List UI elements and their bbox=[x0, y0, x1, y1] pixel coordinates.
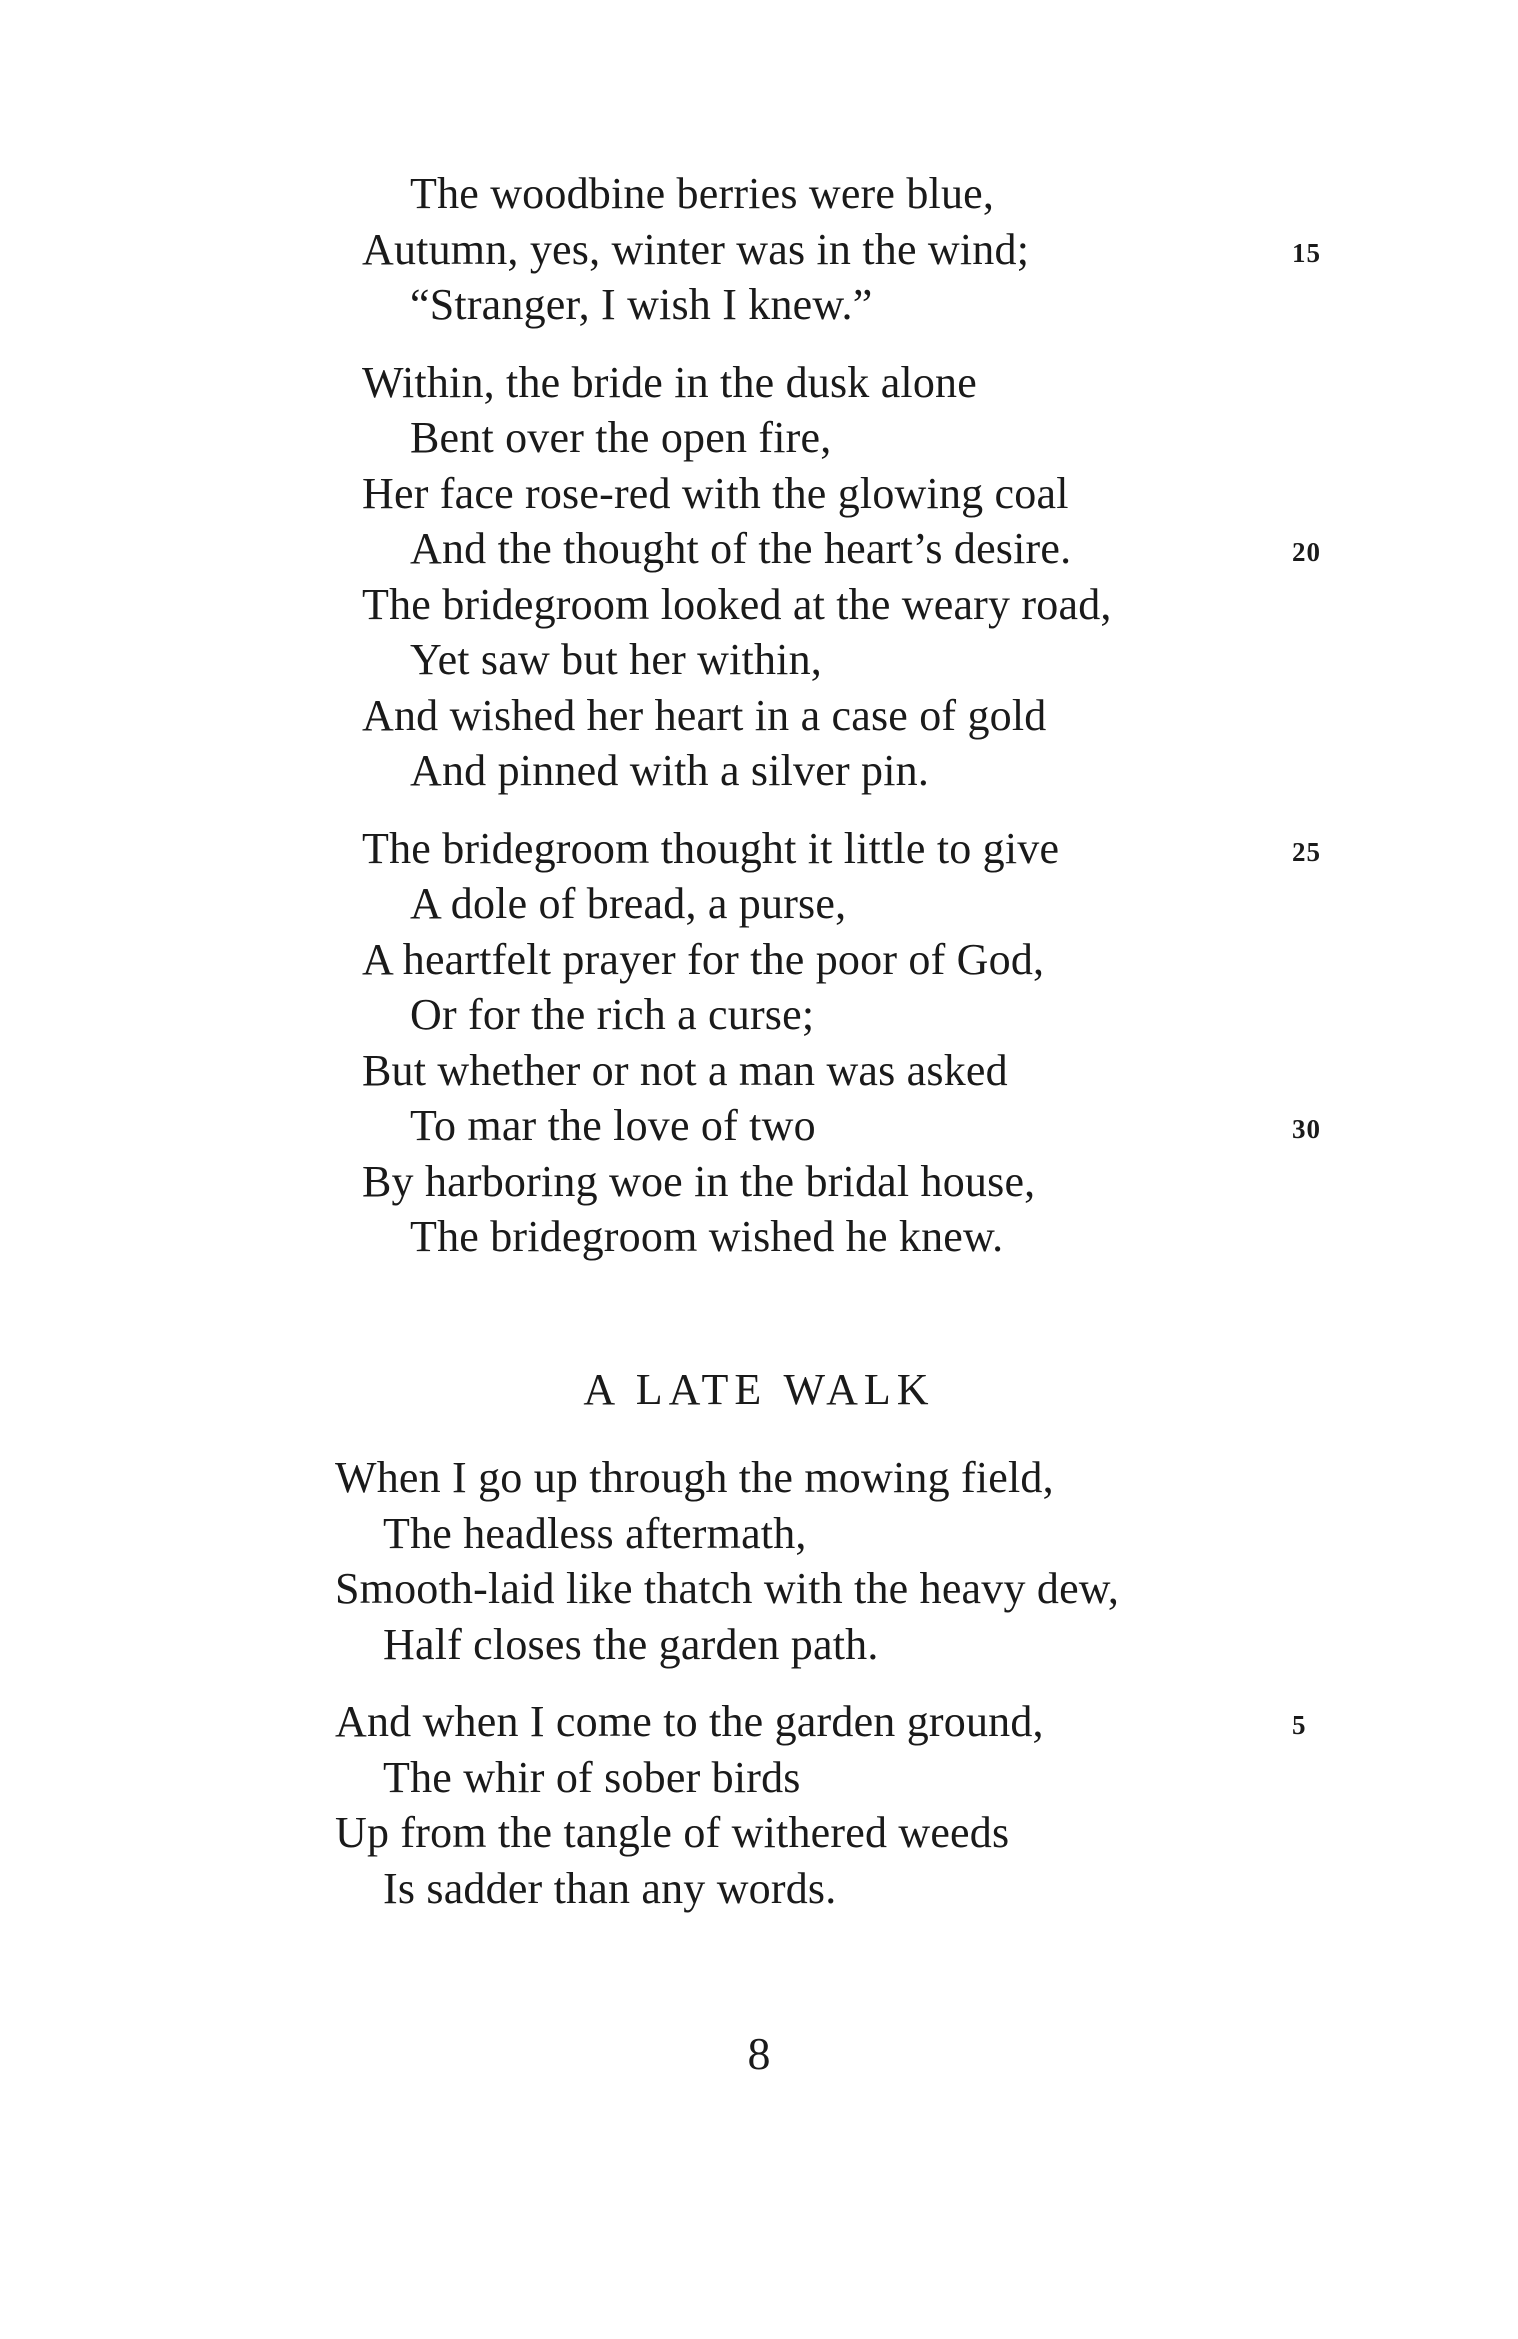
verse-line: Half closes the garden path. bbox=[383, 1619, 879, 1669]
verse-line: And pinned with a silver pin. bbox=[410, 746, 930, 795]
stanza bbox=[335, 1450, 1235, 1672]
verse-line: The woodbine berries were blue, bbox=[410, 169, 995, 218]
line-number: 15 bbox=[1292, 237, 1321, 268]
verse-line: The bridegroom thought it little to give 25 bbox=[362, 821, 1262, 877]
line-number: 5 bbox=[1292, 1710, 1307, 1740]
poem-continued bbox=[362, 166, 1321, 1287]
line-number: 30 bbox=[1292, 1114, 1321, 1144]
poem-a-late-walk bbox=[335, 1450, 1307, 1938]
verse-line: By harboring woe in the bridal house, bbox=[362, 1156, 1036, 1206]
verse-line: The bridegroom looked at the weary road, bbox=[362, 579, 1112, 629]
stanza bbox=[362, 355, 1321, 799]
verse-line: The whir of sober birds bbox=[383, 1752, 801, 1802]
verse-line: The headless aftermath, bbox=[383, 1508, 807, 1558]
verse-line: The bridegroom wished he knew. bbox=[410, 1212, 1004, 1261]
stanza bbox=[362, 821, 1321, 1265]
verse-line: And wished her heart in a case of gold bbox=[362, 690, 1047, 740]
poem-title: A LATE WALK bbox=[583, 1365, 935, 1414]
verse-line: “Stranger, I wish I knew.” bbox=[410, 280, 873, 329]
verse-line: And the thought of the heart’s desire. 20 bbox=[362, 521, 1262, 577]
stanza bbox=[335, 1694, 1307, 1916]
verse-line: Or for the rich a curse; bbox=[410, 990, 815, 1039]
line-number: 25 bbox=[1292, 836, 1321, 867]
verse-line: Bent over the open fire, bbox=[410, 413, 832, 462]
verse-line: A dole of bread, a purse, bbox=[410, 879, 847, 928]
verse-line: Is sadder than any words. bbox=[383, 1863, 837, 1913]
line-number: 20 bbox=[1292, 537, 1321, 567]
verse-line: Her face rose-red with the glowing coal bbox=[362, 468, 1069, 518]
verse-line: A heartfelt prayer for the poor of God, bbox=[362, 934, 1045, 984]
page-number: 8 bbox=[747, 2028, 771, 2079]
verse-line: To mar the love of two 30 bbox=[362, 1098, 1262, 1154]
verse-line: Up from the tangle of withered weeds bbox=[335, 1808, 1010, 1857]
verse-line: Within, the bride in the dusk alone bbox=[362, 357, 977, 407]
verse-line: But whether or not a man was asked bbox=[362, 1045, 1008, 1095]
verse-line: Autumn, yes, winter was in the wind; 15 bbox=[362, 222, 1262, 278]
verse-line: Yet saw but her within, bbox=[410, 635, 823, 684]
stanza bbox=[362, 166, 1321, 333]
verse-line: And when I come to the garden ground, 5 bbox=[335, 1694, 1235, 1750]
verse-line: Smooth-laid like thatch with the heavy dew, bbox=[335, 1564, 1120, 1613]
verse-line: When I go up through the mowing field, bbox=[335, 1453, 1054, 1502]
